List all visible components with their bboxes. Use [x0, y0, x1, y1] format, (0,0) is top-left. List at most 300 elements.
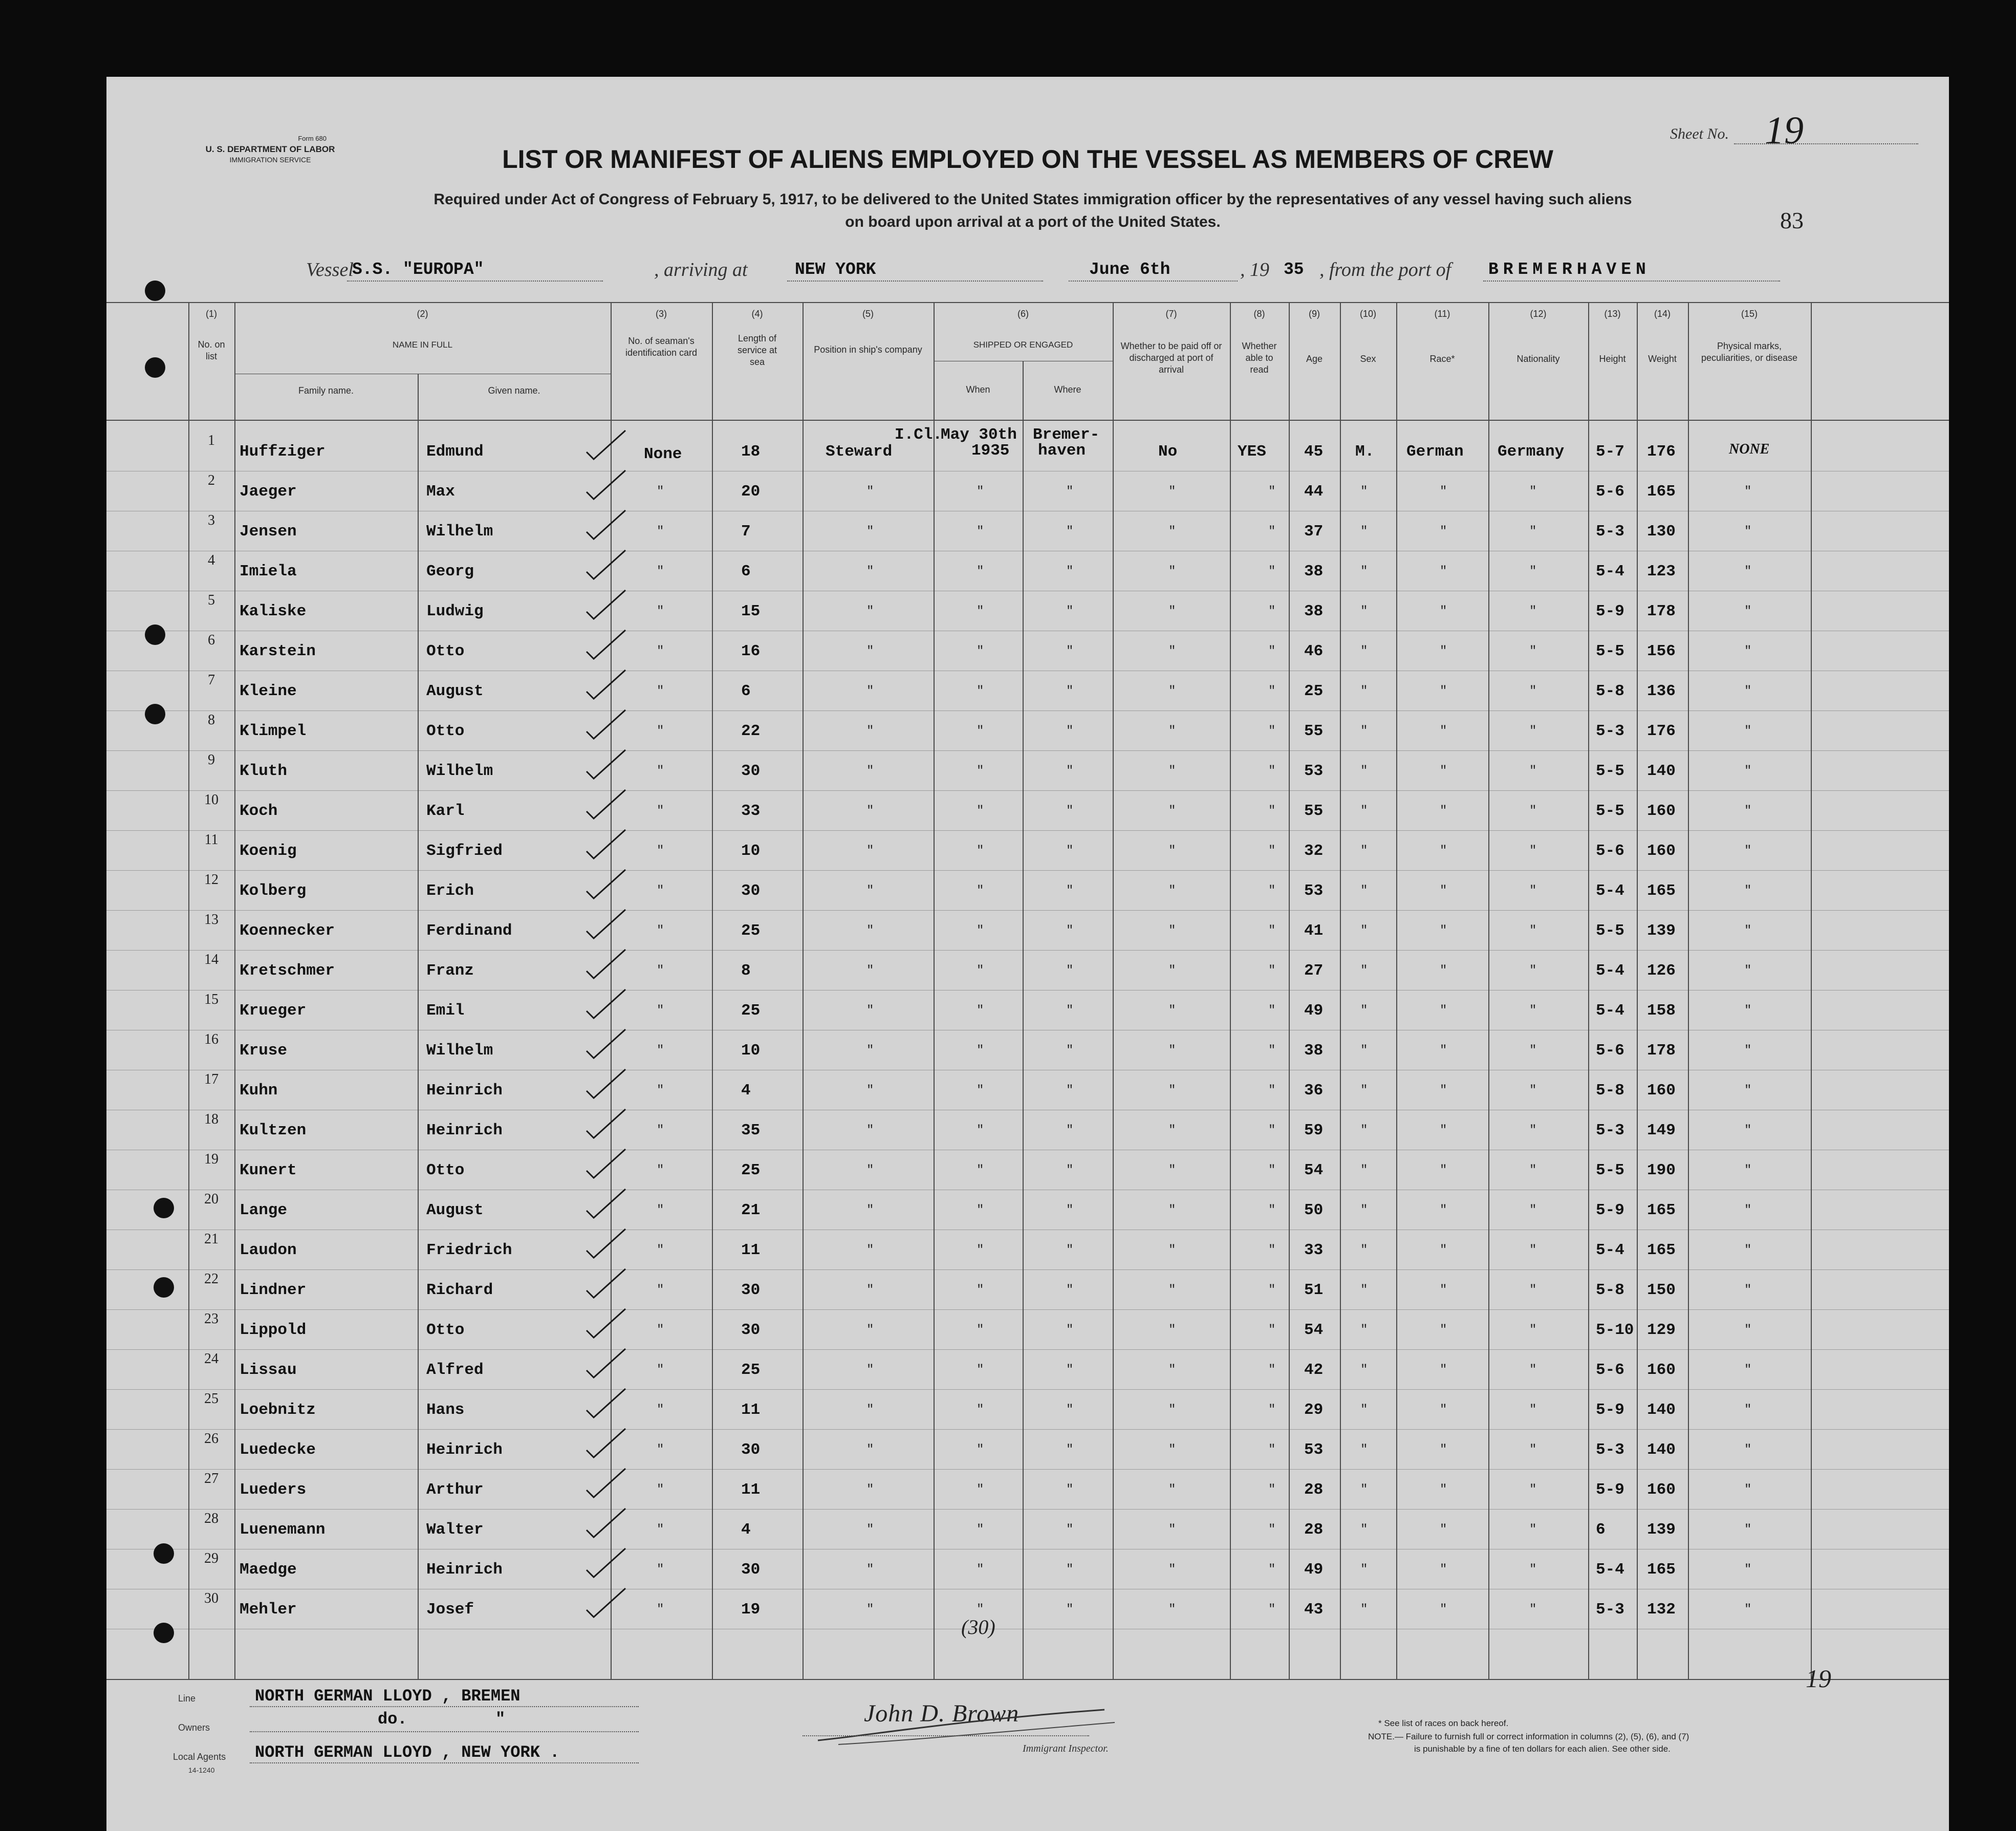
ditto-mark: " — [1360, 1323, 1368, 1337]
family-name: Luedecke — [240, 1441, 316, 1459]
ditto-mark: " — [866, 1243, 874, 1257]
col-divider-5 — [803, 302, 804, 1679]
checkmark-icon — [582, 507, 628, 543]
family-name: Koenig — [240, 842, 297, 860]
ditto-mark: " — [1440, 1243, 1447, 1257]
col9-header: Age — [1306, 354, 1323, 364]
height: 5-5 — [1596, 1161, 1624, 1179]
height: 5-6 — [1596, 842, 1624, 860]
col10-header: Sex — [1360, 354, 1376, 364]
paid-off-value: No — [1158, 443, 1178, 461]
ditto-mark: " — [866, 485, 874, 499]
card-value: None — [644, 445, 682, 463]
ditto-mark: " — [1529, 605, 1537, 618]
list-number: 26 — [204, 1431, 219, 1447]
owners-underline — [250, 1731, 639, 1732]
ditto-mark: " — [1168, 1283, 1176, 1297]
ditto-mark: " — [1744, 1363, 1752, 1377]
ditto-mark: " — [1066, 1124, 1074, 1137]
row-rule — [106, 750, 1949, 751]
ditto-mark: " — [1744, 565, 1752, 578]
height: 5-3 — [1596, 722, 1624, 740]
service-years: 30 — [741, 762, 761, 780]
ditto-mark: " — [866, 724, 874, 738]
header-bottom-border — [106, 420, 1949, 421]
ditto-mark: " — [1360, 1004, 1368, 1018]
ditto-mark: " — [1529, 804, 1537, 818]
ditto-mark: " — [977, 605, 984, 618]
ditto-mark: " — [977, 1164, 984, 1177]
ditto-mark: " — [1440, 525, 1447, 538]
ditto-mark: " — [1440, 644, 1447, 658]
ditto-mark: " — [866, 1323, 874, 1337]
col12-header: Nationality — [1516, 354, 1560, 364]
ditto-mark: " — [866, 1563, 874, 1577]
height: 5-4 — [1596, 1002, 1624, 1020]
col5-header: Position in ship's company — [814, 344, 922, 355]
total-count: (30) — [961, 1615, 995, 1639]
col3-number: (3) — [656, 309, 667, 319]
list-number: 27 — [204, 1471, 219, 1487]
ditto-mark: " — [977, 1124, 984, 1137]
ditto-mark: " — [1268, 1523, 1276, 1537]
ditto-mark: " — [1066, 1283, 1074, 1297]
service-years: 7 — [741, 523, 751, 541]
ditto-mark: " — [1440, 1403, 1447, 1417]
arriving-port: NEW YORK — [795, 260, 876, 279]
read-value: YES — [1238, 443, 1266, 461]
ditto-mark: " — [1529, 1243, 1537, 1257]
weight: 178 — [1647, 1042, 1676, 1060]
ditto-mark: " — [657, 844, 664, 858]
ditto-mark: " — [1744, 684, 1752, 698]
line-underline — [250, 1706, 639, 1707]
ditto-mark: " — [866, 884, 874, 898]
ditto-mark: " — [1360, 1523, 1368, 1537]
ditto-mark: " — [1360, 605, 1368, 618]
ditto-mark: " — [1168, 1363, 1176, 1377]
ditto-mark: " — [1360, 1443, 1368, 1457]
age: 54 — [1304, 1161, 1324, 1179]
ditto-mark: " — [1268, 1243, 1276, 1257]
given-name: Georg — [426, 563, 474, 580]
ditto-mark: " — [1066, 844, 1074, 858]
ditto-mark: " — [866, 1164, 874, 1177]
age: 59 — [1304, 1122, 1324, 1139]
ditto-mark: " — [1268, 964, 1276, 978]
col2-header: NAME IN FULL — [392, 340, 453, 350]
ditto-mark: " — [1744, 844, 1752, 858]
ditto-mark: " — [1360, 644, 1368, 658]
weight: 139 — [1647, 1521, 1676, 1539]
ditto-mark: " — [977, 1483, 984, 1497]
ditto-mark: " — [1440, 1283, 1447, 1297]
vessel-underline — [347, 281, 603, 282]
ditto-mark: " — [866, 1084, 874, 1097]
given-name: Emil — [426, 1002, 465, 1020]
weight: 178 — [1647, 602, 1676, 620]
col-divider-6 — [934, 302, 935, 1679]
age: 51 — [1304, 1281, 1324, 1299]
position-value: Steward — [826, 443, 893, 461]
ditto-mark: " — [977, 804, 984, 818]
ditto-mark: " — [1529, 1523, 1537, 1537]
fine-note-2: is punishable by a fine of ten dollars for each alien. See other side. — [1414, 1744, 1671, 1754]
ditto-mark: " — [866, 605, 874, 618]
binder-hole — [154, 1198, 174, 1218]
weight: 150 — [1647, 1281, 1676, 1299]
given-name: August — [426, 682, 484, 700]
col13-number: (13) — [1604, 309, 1621, 319]
ditto-mark: " — [1066, 1243, 1074, 1257]
service-years: 20 — [741, 483, 761, 501]
checkmark-icon — [582, 427, 628, 463]
ditto-mark: " — [657, 1004, 664, 1018]
ditto-mark: " — [1168, 764, 1176, 778]
ditto-mark: " — [657, 485, 664, 499]
ditto-mark: " — [1066, 1443, 1074, 1457]
ditto-mark: " — [1066, 684, 1074, 698]
ditto-mark: " — [1440, 1563, 1447, 1577]
ditto-mark: " — [1268, 1403, 1276, 1417]
given-name: Wilhelm — [426, 523, 493, 541]
ditto-mark: " — [657, 1323, 664, 1337]
given-name-header: Given name. — [488, 385, 540, 396]
shipped-when-2: 1935 — [971, 442, 1010, 460]
ditto-mark: " — [977, 964, 984, 978]
ditto-mark: " — [977, 565, 984, 578]
ditto-mark: " — [1168, 684, 1176, 698]
ditto-mark: " — [1529, 964, 1537, 978]
height: 5-9 — [1596, 1201, 1624, 1219]
col-divider-4 — [712, 302, 713, 1679]
binder-hole — [154, 1623, 174, 1643]
checkmark-icon — [582, 627, 628, 663]
ditto-mark: " — [657, 1243, 664, 1257]
ditto-mark: " — [1744, 1523, 1752, 1537]
height: 5-6 — [1596, 1361, 1624, 1379]
height: 5-8 — [1596, 682, 1624, 700]
ditto-mark: " — [1268, 844, 1276, 858]
inspector-label: Immigrant Inspector. — [1023, 1743, 1109, 1754]
given-name: Franz — [426, 962, 474, 980]
ditto-mark: " — [977, 884, 984, 898]
col5-number: (5) — [862, 309, 874, 319]
ditto-mark: " — [866, 844, 874, 858]
ditto-mark: " — [1066, 1403, 1074, 1417]
checkmark-icon — [582, 1585, 628, 1621]
ditto-mark: " — [1168, 1483, 1176, 1497]
ditto-mark: " — [1168, 1004, 1176, 1018]
ditto-mark: " — [866, 804, 874, 818]
ditto-mark: " — [1066, 724, 1074, 738]
ditto-mark: " — [1440, 1363, 1447, 1377]
list-number: 18 — [204, 1111, 219, 1127]
ditto-mark: " — [977, 764, 984, 778]
ditto-mark: " — [1268, 1483, 1276, 1497]
ditto-mark: " — [657, 764, 664, 778]
ditto-mark: " — [866, 1403, 874, 1417]
ditto-mark: " — [1744, 1443, 1752, 1457]
ditto-mark: " — [1066, 1523, 1074, 1537]
ditto-mark: " — [1268, 644, 1276, 658]
ditto-mark: " — [1744, 1084, 1752, 1097]
col-divider-2 — [234, 302, 235, 1679]
ditto-mark: " — [657, 605, 664, 618]
ditto-mark: " — [1268, 884, 1276, 898]
ditto-mark: " — [657, 1283, 664, 1297]
age: 36 — [1304, 1082, 1324, 1100]
ditto-mark: " — [1268, 1203, 1276, 1217]
row-rule — [106, 1349, 1949, 1350]
service-years: 8 — [741, 962, 751, 980]
weight: 160 — [1647, 1481, 1676, 1499]
ditto-mark: " — [1168, 1124, 1176, 1137]
ditto-mark: " — [1268, 1283, 1276, 1297]
age: 33 — [1304, 1241, 1324, 1259]
ditto-mark: " — [1168, 1523, 1176, 1537]
ditto-mark: " — [1066, 1044, 1074, 1058]
given-name: Edmund — [426, 443, 484, 461]
ditto-mark: " — [1360, 1603, 1368, 1617]
row-rule — [106, 1389, 1949, 1390]
height: 5-4 — [1596, 962, 1624, 980]
col-divider-2b — [418, 374, 419, 1679]
checkmark-icon — [582, 667, 628, 703]
line-label: Line — [178, 1693, 196, 1704]
row-rule — [106, 1309, 1949, 1310]
given-name: Wilhelm — [426, 762, 493, 780]
family-name: Krueger — [240, 1002, 307, 1020]
binder-hole — [154, 1277, 174, 1298]
height: 5-8 — [1596, 1082, 1624, 1100]
service-years: 30 — [741, 1321, 761, 1339]
family-name: Kunert — [240, 1161, 297, 1179]
ditto-mark: " — [1268, 684, 1276, 698]
sheet-number: 19 — [1765, 109, 1804, 152]
family-name: Kaliske — [240, 602, 307, 620]
col-divider-14 — [1637, 302, 1638, 1679]
ditto-mark: " — [657, 1044, 664, 1058]
ditto-mark: " — [866, 1283, 874, 1297]
ditto-mark: " — [1360, 924, 1368, 938]
age: 27 — [1304, 962, 1324, 980]
given-name: Arthur — [426, 1481, 484, 1499]
age: 45 — [1304, 443, 1324, 461]
ditto-mark: " — [1066, 1084, 1074, 1097]
col6-number: (6) — [1017, 309, 1029, 319]
line-value: NORTH GERMAN LLOYD , BREMEN — [255, 1687, 521, 1706]
race-value: German — [1406, 443, 1464, 461]
ditto-mark: " — [866, 1483, 874, 1497]
ditto-mark: " — [977, 1203, 984, 1217]
ditto-mark: " — [1529, 1443, 1537, 1457]
ditto-mark: " — [1529, 1124, 1537, 1137]
family-name: Lissau — [240, 1361, 297, 1379]
weight: 160 — [1647, 1361, 1676, 1379]
manifest-sheet — [106, 77, 1949, 1831]
ditto-mark: " — [866, 644, 874, 658]
ditto-mark: " — [657, 565, 664, 578]
ditto-mark: " — [1440, 724, 1447, 738]
ditto-mark: " — [1440, 1483, 1447, 1497]
checkmark-icon — [582, 1346, 628, 1382]
ditto-mark: " — [1440, 1603, 1447, 1617]
family-name: Mehler — [240, 1601, 297, 1619]
shipped-where-2: haven — [1038, 442, 1086, 460]
age: 49 — [1304, 1002, 1324, 1020]
ditto-mark: " — [1168, 485, 1176, 499]
family-name: Kleine — [240, 682, 297, 700]
ditto-mark: " — [977, 684, 984, 698]
ditto-mark: " — [866, 1603, 874, 1617]
family-name: Lindner — [240, 1281, 307, 1299]
ditto-mark: " — [1440, 844, 1447, 858]
service-years: 18 — [741, 443, 761, 461]
ditto-mark: " — [1529, 924, 1537, 938]
family-name: Karstein — [240, 642, 316, 660]
ditto-mark: " — [1440, 1323, 1447, 1337]
family-name: Lueders — [240, 1481, 307, 1499]
when-header: When — [966, 384, 990, 395]
owners-ditto: " — [495, 1710, 506, 1729]
col12-number: (12) — [1530, 309, 1547, 319]
ditto-mark: " — [1529, 1283, 1537, 1297]
ditto-mark: " — [1744, 1203, 1752, 1217]
ditto-mark: " — [1360, 565, 1368, 578]
ditto-mark: " — [1360, 764, 1368, 778]
checkmark-icon — [582, 867, 628, 902]
given-name: Walter — [426, 1521, 484, 1539]
list-number: 5 — [208, 592, 215, 608]
family-name: Loebnitz — [240, 1401, 316, 1419]
service-years: 25 — [741, 922, 761, 940]
age: 38 — [1304, 563, 1324, 580]
ditto-mark: " — [1066, 964, 1074, 978]
service-name: IMMIGRATION SERVICE — [229, 156, 311, 164]
list-number: 10 — [204, 792, 219, 808]
list-number: 1 — [208, 433, 215, 448]
ditto-mark: " — [1360, 1164, 1368, 1177]
service-years: 33 — [741, 802, 761, 820]
ditto-mark: " — [1744, 804, 1752, 818]
ditto-mark: " — [1360, 964, 1368, 978]
ditto-mark: " — [1066, 485, 1074, 499]
height: 5-6 — [1596, 1042, 1624, 1060]
ditto-mark: " — [1529, 884, 1537, 898]
list-number: 21 — [204, 1231, 219, 1247]
given-name: Sigfried — [426, 842, 503, 860]
list-number: 28 — [204, 1511, 219, 1526]
given-name: Otto — [426, 642, 465, 660]
ditto-mark: " — [1440, 1443, 1447, 1457]
col-divider-11 — [1396, 302, 1397, 1679]
weight: 123 — [1647, 563, 1676, 580]
col-divider-9 — [1289, 302, 1290, 1679]
ditto-mark: " — [657, 1124, 664, 1137]
weight: 176 — [1647, 443, 1676, 461]
family-name: Imiela — [240, 563, 297, 580]
ditto-mark: " — [1440, 764, 1447, 778]
ditto-mark: " — [1440, 605, 1447, 618]
ditto-mark: " — [1066, 1004, 1074, 1018]
checkmark-icon — [582, 547, 628, 583]
col-divider-7 — [1113, 302, 1114, 1679]
family-name-header: Family name. — [298, 385, 354, 396]
ditto-mark: " — [1440, 485, 1447, 499]
height: 5-4 — [1596, 882, 1624, 900]
weight: 190 — [1647, 1161, 1676, 1179]
ditto-mark: " — [1744, 1563, 1752, 1577]
list-number: 9 — [208, 752, 215, 768]
col4-header: Length of service at sea — [737, 333, 777, 367]
table-top-border — [106, 302, 1949, 303]
service-years: 35 — [741, 1122, 761, 1139]
service-years: 30 — [741, 1281, 761, 1299]
checkmark-icon — [582, 827, 628, 863]
service-years: 30 — [741, 882, 761, 900]
ditto-mark: " — [977, 1283, 984, 1297]
ditto-mark: " — [1360, 1084, 1368, 1097]
weight: 165 — [1647, 1561, 1676, 1579]
ditto-mark: " — [1168, 525, 1176, 538]
ditto-mark: " — [866, 684, 874, 698]
age: 43 — [1304, 1601, 1324, 1619]
service-years: 25 — [741, 1361, 761, 1379]
given-name: Hans — [426, 1401, 465, 1419]
weight: 158 — [1647, 1002, 1676, 1020]
binder-hole — [145, 281, 165, 301]
checkmark-icon — [582, 946, 628, 982]
age: 53 — [1304, 1441, 1324, 1459]
ditto-mark: " — [1744, 1044, 1752, 1058]
ditto-mark: " — [1268, 1084, 1276, 1097]
ditto-mark: " — [657, 1164, 664, 1177]
given-name: Heinrich — [426, 1122, 503, 1139]
nationality-value: Germany — [1498, 443, 1565, 461]
age: 38 — [1304, 602, 1324, 620]
ditto-mark: " — [1360, 1403, 1368, 1417]
weight: 130 — [1647, 523, 1676, 541]
ditto-mark: " — [1440, 1124, 1447, 1137]
given-name: Ludwig — [426, 602, 484, 620]
age: 50 — [1304, 1201, 1324, 1219]
height: 5-7 — [1596, 443, 1624, 461]
height: 5-5 — [1596, 802, 1624, 820]
row-rule — [106, 870, 1949, 871]
ditto-mark: " — [977, 1403, 984, 1417]
ditto-mark: " — [1066, 1164, 1074, 1177]
ditto-mark: " — [657, 1523, 664, 1537]
ditto-mark: " — [1744, 1164, 1752, 1177]
checkmark-icon — [582, 707, 628, 743]
binder-hole — [145, 704, 165, 724]
ditto-mark: " — [866, 924, 874, 938]
col-divider-6b — [1023, 361, 1024, 1679]
col1-header: No. on list — [198, 339, 225, 361]
weight: 160 — [1647, 802, 1676, 820]
list-number: 19 — [204, 1151, 219, 1167]
ditto-mark: " — [1360, 1563, 1368, 1577]
ditto-mark: " — [1744, 1483, 1752, 1497]
marks-value: NONE — [1729, 441, 1770, 457]
height: 5-9 — [1596, 1481, 1624, 1499]
form-code: 14-1240 — [188, 1766, 215, 1774]
height: 5-4 — [1596, 563, 1624, 580]
ditto-mark: " — [1268, 1563, 1276, 1577]
ditto-mark: " — [977, 1243, 984, 1257]
ditto-mark: " — [1360, 724, 1368, 738]
